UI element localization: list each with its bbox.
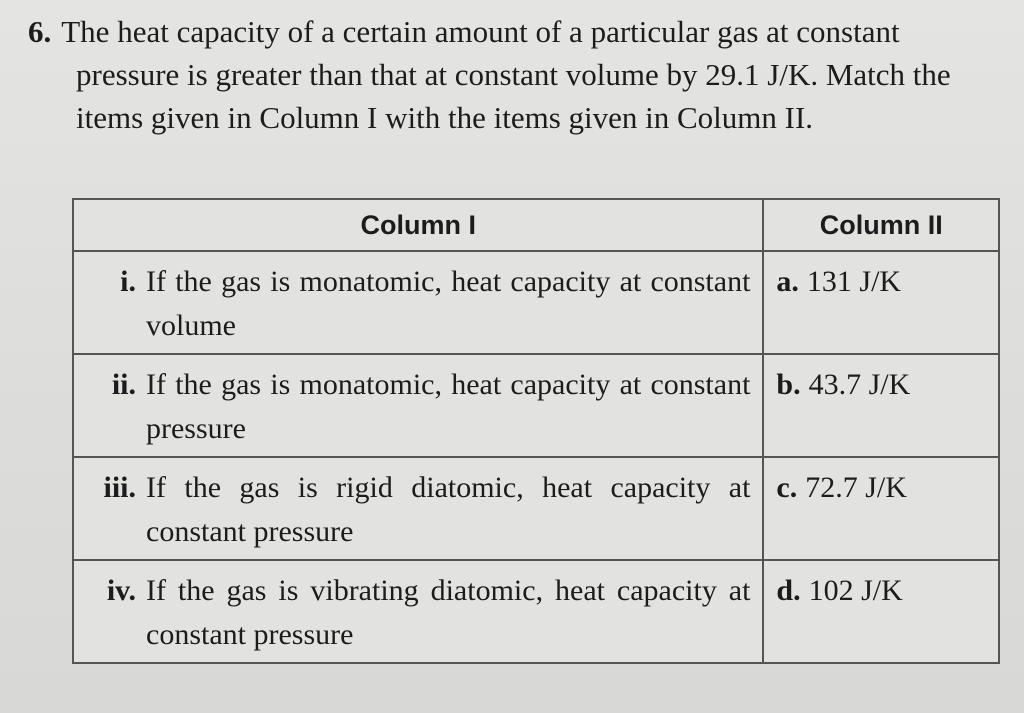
item-label: i. xyxy=(120,265,136,298)
column-2-cell xyxy=(763,251,999,354)
item-text: If the gas is monatomic, heat capacity at constant volume xyxy=(146,265,751,342)
column-1-cell xyxy=(73,354,763,457)
table-row xyxy=(73,354,999,457)
table-row xyxy=(73,457,999,560)
option-label: c. xyxy=(776,471,798,504)
column-2-header: Column II xyxy=(763,199,999,251)
item-text: If the gas is vibrating diatomic, heat capacity at constant pressure xyxy=(146,574,751,651)
item-text: If the gas is monatomic, heat capacity at constant pressure xyxy=(146,368,751,445)
item-label: iv. xyxy=(106,574,136,607)
table-row xyxy=(73,560,999,663)
column-2-cell xyxy=(763,560,999,663)
option-label: a. xyxy=(776,265,799,298)
option-value: 102 J/K xyxy=(808,574,903,607)
question-block xyxy=(28,10,988,139)
table-header-row xyxy=(73,199,999,251)
option-label: d. xyxy=(776,574,801,607)
column-1-cell xyxy=(73,251,763,354)
option-label: b. xyxy=(776,368,801,401)
item-label: iii. xyxy=(103,471,136,504)
question-number: 6. xyxy=(28,14,52,49)
column-1-cell xyxy=(73,457,763,560)
item-label: ii. xyxy=(111,368,136,401)
question-paragraph xyxy=(28,10,988,139)
option-value: 72.7 J/K xyxy=(805,471,907,504)
question-text: The heat capacity of a certain amount of a particular gas at constant pressure is greater than that at constant volume by 29.1 J/K. Match the items given in Column I with the items given in Column II. xyxy=(61,14,951,135)
option-value: 131 J/K xyxy=(806,265,902,298)
table-row xyxy=(73,251,999,354)
option-value: 43.7 J/K xyxy=(808,368,911,401)
column-1-header: Column I xyxy=(73,199,763,251)
column-1-cell xyxy=(73,560,763,663)
column-2-cell xyxy=(763,354,999,457)
item-text: If the gas is rigid diatomic, heat capacity at constant pressure xyxy=(146,471,751,548)
match-table xyxy=(72,198,1000,664)
column-2-cell xyxy=(763,457,999,560)
